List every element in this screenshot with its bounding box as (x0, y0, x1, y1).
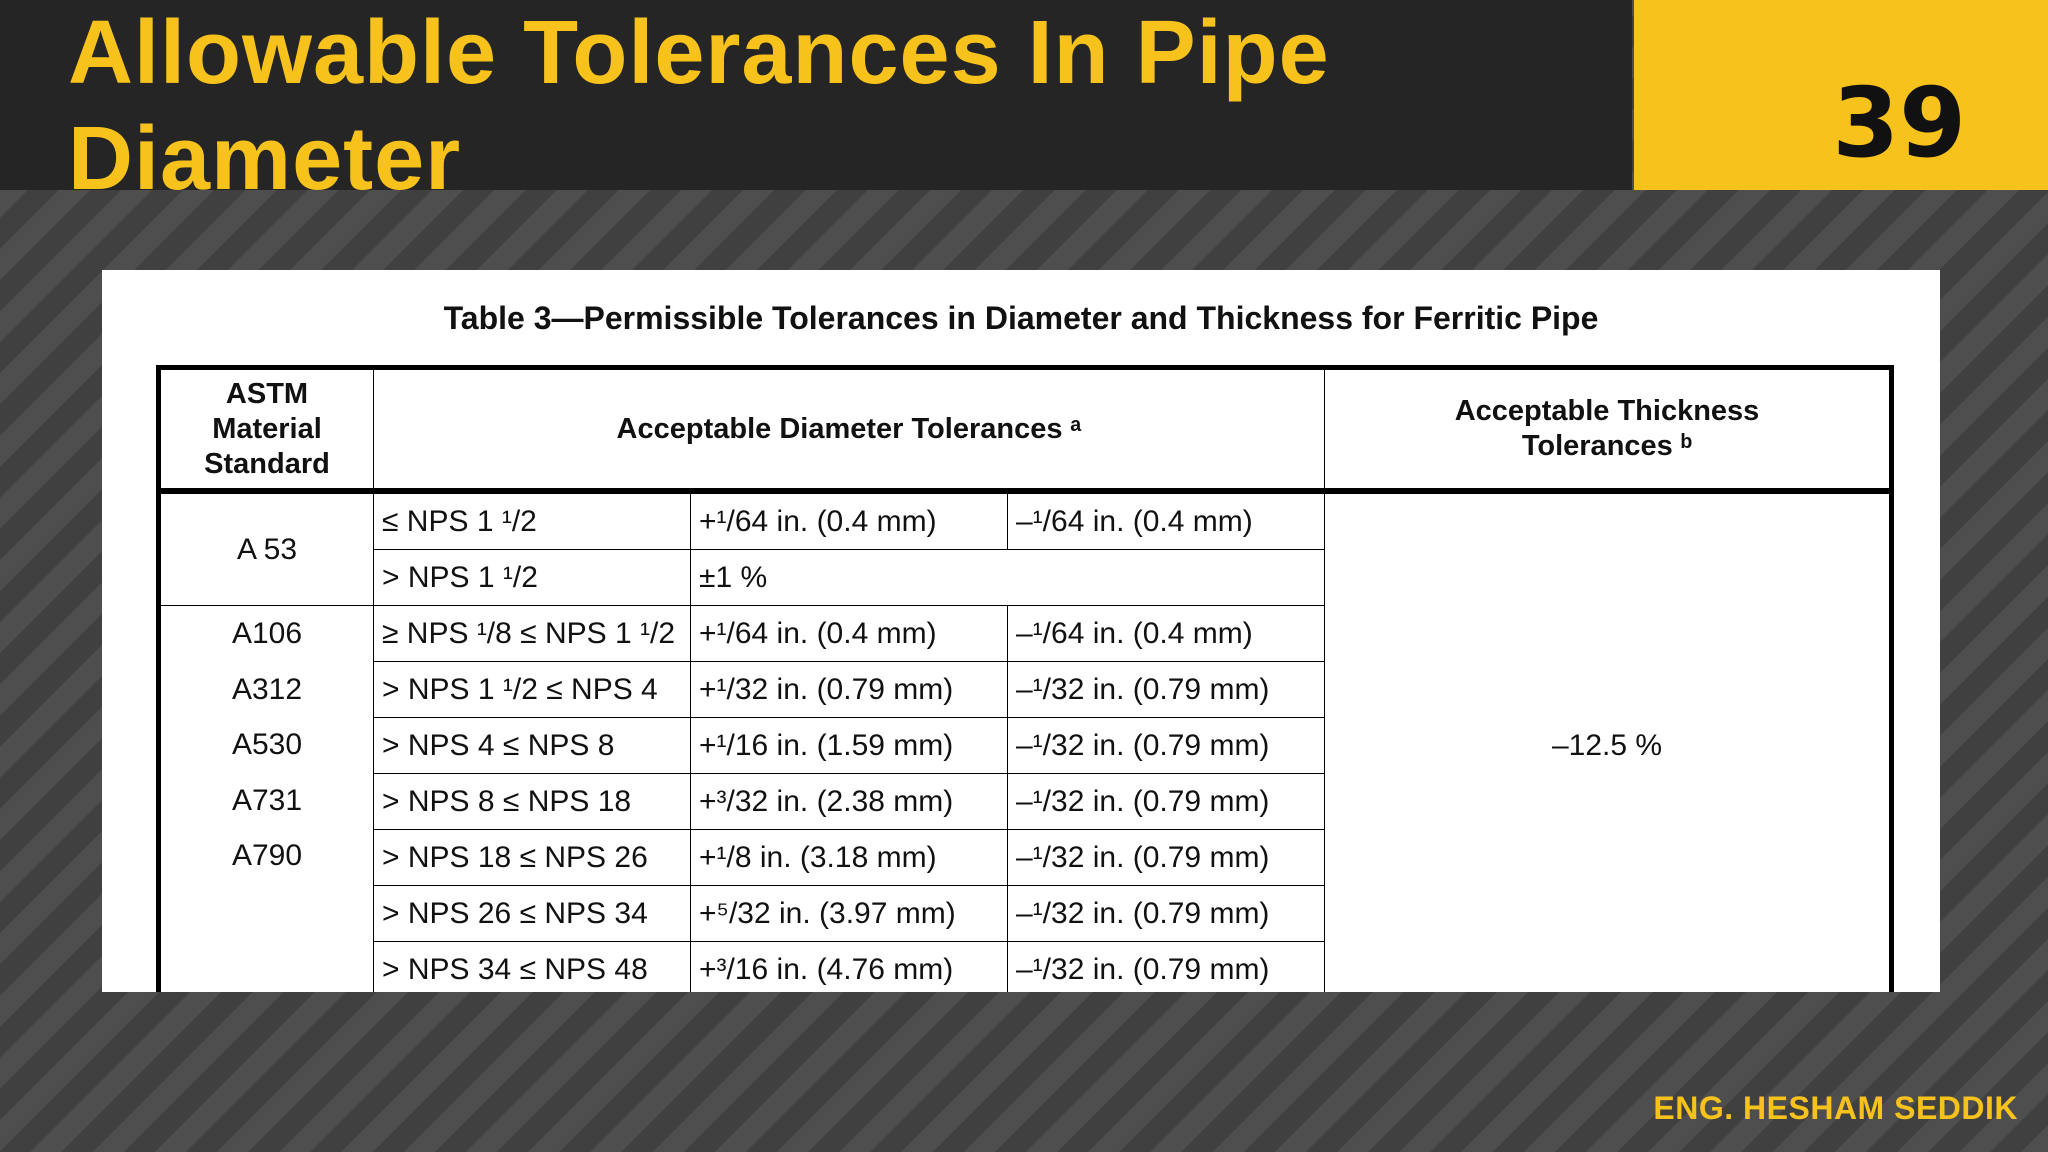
minus-tolerance-cell: –¹/32 in. (0.79 mm) (1008, 830, 1325, 886)
minus-tolerance-cell: –¹/64 in. (0.4 mm) (1008, 606, 1325, 662)
header-standard-line1: ASTM (225, 377, 309, 410)
slide-number-box (1634, 0, 2048, 190)
header-standard-line3: Standard (204, 447, 330, 480)
tolerance-table (156, 365, 1894, 992)
table-header-row (159, 368, 1892, 492)
page-title-line1: Allowable Tolerances In Pipe (68, 3, 1330, 103)
range-cell: > NPS 18 ≤ NPS 26 (374, 830, 691, 886)
range-cell: > NPS 1 ¹/2 ≤ NPS 4 (374, 662, 691, 718)
range-cell: > NPS 4 ≤ NPS 8 (374, 718, 691, 774)
header-standard-line2: Material (212, 412, 322, 445)
slide-number: 39 (1832, 67, 1966, 179)
table-caption: Table 3—Permissible Tolerances in Diameter and Thickness for Ferritic Pipe (443, 300, 1599, 336)
minus-tolerance-cell: –¹/32 in. (0.79 mm) (1008, 886, 1325, 942)
minus-tolerance-cell: –¹/64 in. (0.4 mm) (1008, 491, 1325, 550)
header-thickness (1325, 368, 1892, 492)
plus-tolerance-cell: +⁵/32 in. (3.97 mm) (691, 886, 1008, 942)
header-standard (159, 368, 374, 492)
plus-tolerance-cell: +¹/64 in. (0.4 mm) (691, 491, 1008, 550)
table-row (159, 491, 1892, 550)
standard-a790: A790 (231, 839, 303, 872)
header-diameter: Acceptable Diameter Tolerances ᵃ (374, 368, 1325, 492)
plus-tolerance-cell: +¹/8 in. (3.18 mm) (691, 830, 1008, 886)
standard-a312: A312 (231, 672, 303, 706)
standard-a106: A106 (231, 617, 303, 650)
standard-a731: A731 (231, 783, 303, 817)
plus-minus-tolerance-cell: ±1 % (691, 550, 1325, 606)
minus-tolerance-cell: –¹/32 in. (0.79 mm) (1008, 774, 1325, 830)
author-credit: ENG. HESHAM SEDDIK (1653, 1090, 2018, 1126)
header-thickness-line1: Acceptable Thickness (1454, 395, 1760, 427)
range-cell: ≤ NPS 1 ¹/2 (374, 491, 691, 550)
minus-tolerance-cell: –¹/32 in. (0.79 mm) (1008, 718, 1325, 774)
standard-cell-group2 (159, 606, 374, 993)
standard-a530: A530 (231, 728, 303, 761)
thickness-tolerance-cell: –12.5 % (1325, 491, 1892, 992)
plus-tolerance-cell: +³/16 in. (4.76 mm) (691, 942, 1008, 993)
minus-tolerance-cell: –¹/32 in. (0.79 mm) (1008, 662, 1325, 718)
header-thickness-line2: Tolerances ᵇ (1521, 430, 1693, 462)
range-cell: > NPS 34 ≤ NPS 48 (374, 942, 691, 993)
page-title-line2: Diameter (68, 109, 462, 209)
plus-tolerance-cell: +³/32 in. (2.38 mm) (691, 774, 1008, 830)
range-cell: ≥ NPS ¹/8 ≤ NPS 1 ¹/2 (374, 606, 691, 662)
plus-tolerance-cell: +¹/32 in. (0.79 mm) (691, 662, 1008, 718)
range-cell: > NPS 8 ≤ NPS 18 (374, 774, 691, 830)
plus-tolerance-cell: +¹/16 in. (1.59 mm) (691, 718, 1008, 774)
range-cell: > NPS 26 ≤ NPS 34 (374, 886, 691, 942)
table-card (102, 270, 1940, 992)
page-title (68, 0, 1608, 212)
minus-tolerance-cell: –¹/32 in. (0.79 mm) (1008, 942, 1325, 993)
plus-tolerance-cell: +¹/64 in. (0.4 mm) (691, 606, 1008, 662)
range-cell: > NPS 1 ¹/2 (374, 550, 691, 606)
standard-cell-a53: A 53 (159, 491, 374, 606)
